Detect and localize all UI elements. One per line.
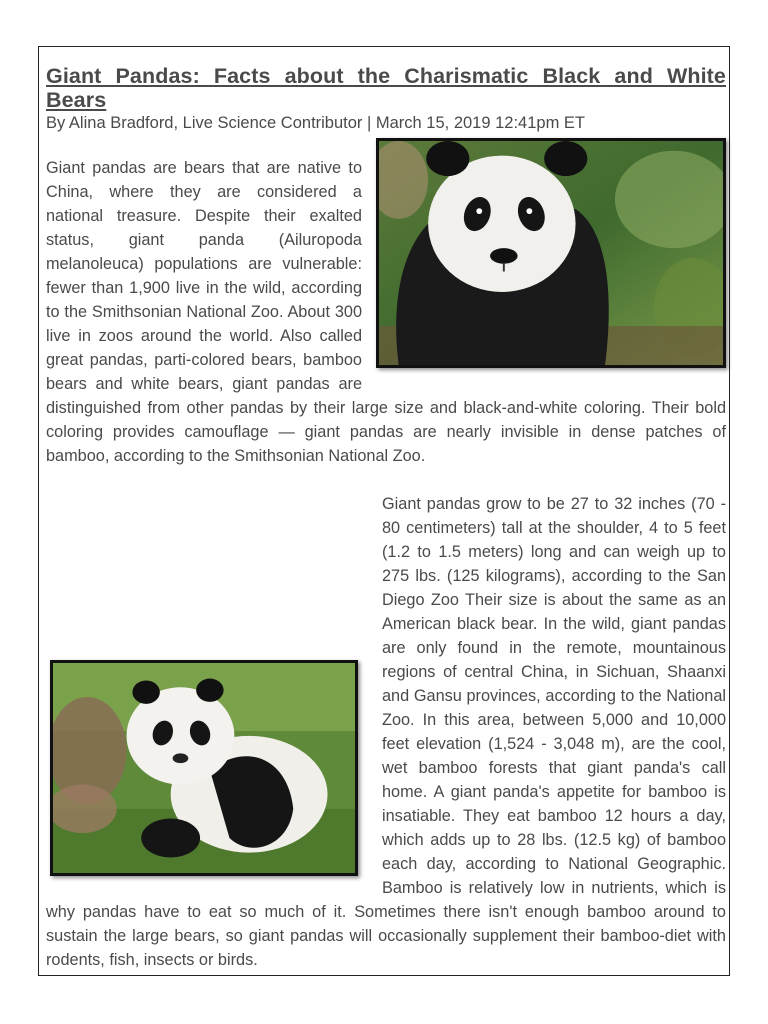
article [46,64,726,972]
panda-portrait-icon [379,141,723,365]
panda-cub-icon [53,663,355,873]
panda-portrait-photo [376,138,726,368]
article-byline: By Alina Bradford, Live Science Contributor | March 15, 2019 12:41pm ET [46,114,585,132]
panda-cub-photo [50,660,358,876]
article-title: Giant Pandas: Facts about the Charismatic Black and White Bears [46,64,726,112]
paragraph-size-habitat-text: Giant pandas grow to be 27 to 32 inches (70 - 80 centimeters) tall at the shoulder, 4 to 5 feet (1.2 to 1.5 meters) long and can weigh up to 275 lbs. (125 kilograms), according to the San Diego Zoo Their size is about the same as an American black bear. In the wild, giant pandas are only found in the remote, mountainous regions of central China, in Sichuan, Shaanxi and Gansu provinces, according to the National Zoo. In this area, between 5,000 and 10,000 feet elevation (1,524 - 3,048 m), are the cool, wet bamboo forests that giant panda's call home. A giant panda's appetite for bamboo is insatiable. They eat bamboo 12 hours a day, which adds up to 28 lbs. (12.5 kg) of bamboo each day, according to National Geographic. Bamboo is relatively low in nutrients, which is why pandas have to eat so much of it. Sometimes there isn't enough bamboo around to sustain the large bears, so giant pandas will occasionally supplement their bamboo-diet with rodents, fish, insects or birds. [46,495,726,969]
paragraph-intro: Giant pandas are bears that are native to China, where they are considered a national treasure. Despite their exalted status, giant panda (Ailuropoda melanoleuca) populations are vulnerable: fewer than 1,900 live in the wild, according to the Smithsonian National Zoo. About 300 live in zoos around the world. Also called great pandas, parti-colored bears, bamboo bears and white bears, giant pandas are distinguished from other pandas by their large size and black-and-white coloring. Their bold coloring provides camouflage — giant pandas are nearly invisible in dense patches of bamboo, according to the Smithsonian National Zoo. [46,159,726,465]
paragraph-size-habitat [46,492,726,972]
